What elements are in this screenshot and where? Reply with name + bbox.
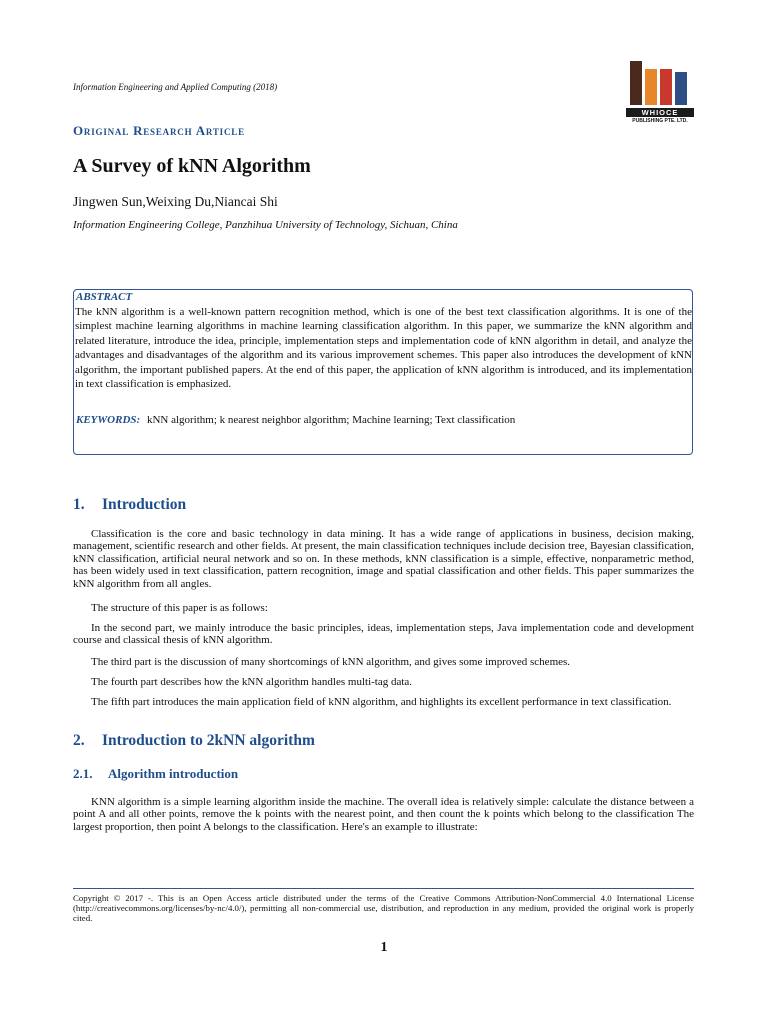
keywords [76, 414, 515, 426]
footer-divider [73, 888, 694, 889]
subsection-heading-algorithm-introduction [73, 766, 238, 782]
section-title: Introduction to 2kNN algorithm [102, 732, 315, 749]
keywords-text: kNN algorithm; k nearest neighbor algorithm; Machine learning; Text classification [146, 414, 516, 426]
logo-name: WHIOCE [626, 108, 694, 117]
logo-books-icon [628, 61, 692, 105]
paragraph: The fourth part describes how the kNN algorithm handles multi-tag data. [91, 676, 413, 688]
logo-bar-2 [645, 69, 657, 105]
keywords-label: KEYWORDS: [76, 414, 141, 426]
paragraph: The fifth part introduces the main application field of kNN algorithm, and highlights its excellent performance in text classification. [91, 696, 672, 708]
page-number: 1 [380, 940, 388, 955]
section-number: 2. [73, 732, 85, 749]
affiliation: Information Engineering College, Panzhihua University of Technology, Sichuan, China [73, 219, 458, 231]
paragraph: The third part is the discussion of many shortcomings of kNN algorithm, and gives some improved schemes. [91, 656, 571, 668]
logo-subtitle: PUBLISHING PTE. LTD. [632, 118, 688, 124]
paper-title: A Survey of kNN Algorithm [73, 155, 311, 177]
paragraph: Classification is the core and basic technology in data mining. It has a wide range of applications in business, decision making, management, scientific research and other fields. At present, the main classification techniques include decision tree, Bayesian classification, kNN classification, artificial neural network and so on. In these methods, kNN classification is a simple, effective, nonparametric method, has been widely used in text classification, pattern recognition, image and spatial classification and other fields. This paper summarizes the kNN algorithm from all angles. [73, 528, 694, 590]
abstract-text: The kNN algorithm is a well-known pattern recognition method, which is one of the best text classification algorithms. It is one of the simplest machine learning algorithms in machine learning classification algorithm. In this paper, we summarize the kNN algorithm and related literature, introduce the idea, principle, implementation steps and implementation code of kNN algorithm in detail, and analyze the advantages and disadvantages of the algorithm and its various improvement schemes. This paper also introduces the development of kNN algorithm, the important published papers. At the end of this paper, the application of kNN algorithm is introduced, and its implementation in text classification is emphasized. [75, 306, 692, 391]
logo-bar-1 [630, 61, 642, 105]
authors: Jingwen Sun,Weixing Du,Niancai Shi [73, 194, 278, 209]
publisher-logo [624, 61, 696, 124]
section-heading-knn [73, 732, 315, 750]
subsection-number: 2.1. [73, 766, 93, 781]
section-heading-introduction [73, 496, 186, 514]
logo-bar-4 [675, 72, 687, 105]
journal-name: Information Engineering and Applied Computing (2018) [73, 82, 278, 92]
abstract-box [73, 289, 693, 455]
abstract-heading: ABSTRACT [76, 291, 133, 303]
paragraph: In the second part, we mainly introduce the basic principles, ideas, implementation steps, Java implementation code and development course and classical thesis of kNN algorithm. [73, 622, 694, 647]
paragraph: KNN algorithm is a simple learning algorithm inside the machine. The overall idea is relatively simple: calculate the distance between a point A and all other points, remove the k points with the nearest point, and then count the k points which belong to the classification The largest proportion, then point A belongs to the classification. Here's an example to illustrate: [73, 796, 694, 833]
paragraph: The structure of this paper is as follows: [91, 602, 268, 614]
section-number: 1. [73, 496, 85, 513]
article-type: Original Research Article [73, 123, 245, 138]
copyright-notice: Copyright © 2017 -. This is an Open Access article distributed under the terms of the Creative Commons Attribution-NonCommercial 4.0 International License (http://creativecommons.org/licenses/by-nc/4.0/), permitting all non-commercial use, distribution, and reproduction in any medium, provided the original work is properly cited. [73, 893, 694, 923]
section-title: Introduction [102, 496, 187, 513]
logo-bar-3 [660, 69, 672, 105]
subsection-title: Algorithm introduction [108, 766, 239, 781]
